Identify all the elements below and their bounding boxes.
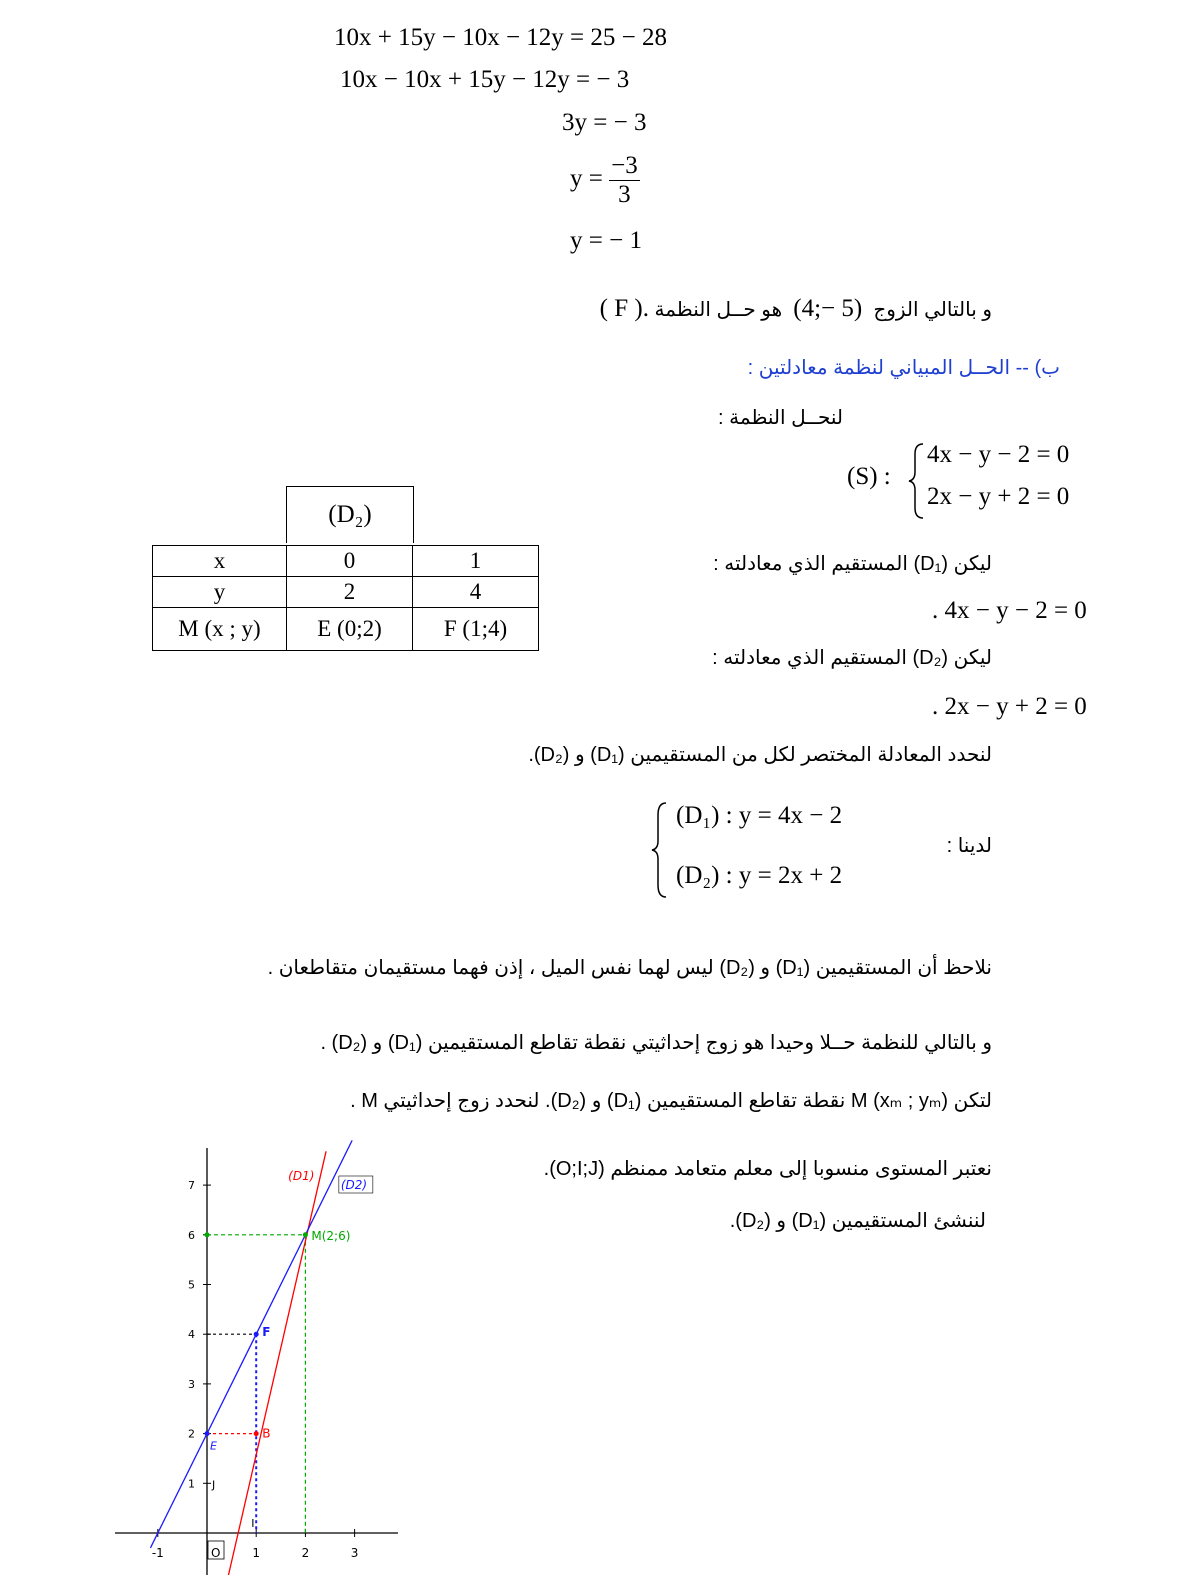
solve-intro: لنحــل النظمة : [718,407,843,429]
curly-brace-icon [907,442,927,520]
fraction-denominator: 3 [618,181,631,208]
system-S-label: (S) : [847,463,891,490]
coordinate-graph [100,1140,410,1575]
system-S-eq1: 4x − y − 2 = 0 [927,441,1070,468]
table-header-D2: (D₂) [286,486,414,543]
label-D2: (D2) [340,1178,368,1192]
x-tick-label: 2 [301,1546,310,1560]
y-tick-label: 5 [188,1278,195,1292]
eq-step-5: y = − 1 [570,227,642,254]
eq-step-4-lhs: y = [570,165,603,193]
we-have-label: لدينا : [946,835,992,857]
label-I: I [251,1517,255,1530]
table-cell: y [153,577,287,608]
eq-step-1: 10x + 15y − 10x − 12y = 25 − 28 [334,24,667,51]
solution-pair: (4;− 5) [793,295,863,322]
label-E: E [210,1439,217,1453]
unique-solution-text: و بالتالي للنظمة حــلا وحيدا هو زوج إحداثيتي نقطة تقاطع المستقيمين (D₁) و (D₂) . [320,1032,992,1054]
system-S-eq2: 2x − y + 2 = 0 [927,483,1070,510]
curly-brace-icon [650,801,670,901]
x-tick-label: 3 [350,1546,359,1560]
table-cell: 4 [413,577,539,608]
table-row [153,546,539,577]
table-cell: x [153,546,287,577]
label-F: F [262,1325,271,1340]
tick-point-6 [205,1232,210,1237]
reduced-d1: (D₁) : y = 4x − 2 [676,802,843,829]
y-tick-label: 3 [188,1377,195,1391]
table-row [153,577,539,608]
construct-text: لننشئ المستقيمين (D₁) و (D₂). [729,1210,986,1232]
reduced-intro: لنحدد المعادلة المختصر لكل من المستقيمين (D₁) و (D₂). [528,744,992,766]
d1-definition: ليكن (D₁) المستقيم الذي معادلته : [713,553,992,575]
y-tick-label: 2 [188,1427,195,1441]
system-name-F: ( F ). [599,295,649,322]
table-cell: E (0;2) [287,608,413,651]
y-tick-label: 6 [188,1228,195,1242]
table-cell: 2 [287,577,413,608]
plane-text: نعتبر المستوى منسوبا إلى معلم متعامد ممنظم (O;I;J). [543,1158,992,1180]
eq-step-3: 3y = − 3 [562,109,647,136]
point-M [303,1232,308,1237]
d2-definition: ليكن (D₂) المستقيم الذي معادلته : [712,647,992,669]
label-B: B [262,1426,271,1441]
y-tick-label: 7 [188,1179,195,1193]
origin-label: O [211,1546,221,1560]
line-D2 [150,1140,352,1548]
table-cell: F (1;4) [413,608,539,651]
table-cell: 1 [413,546,539,577]
values-table [152,545,539,651]
x-tick-label: -1 [151,1546,164,1560]
table-row [153,608,539,651]
d1-equation: . 4x − y − 2 = 0 [932,597,1087,624]
point-B [254,1431,259,1436]
d2-equation: . 2x − y + 2 = 0 [932,693,1087,720]
conclusion-F [600,295,992,323]
x-tick-label: 1 [252,1546,261,1560]
point-F [254,1332,259,1337]
fraction [609,152,640,209]
let-M-text: لتكن M (xₘ ; yₘ) نقطة تقاطع المستقيمين (D₁) و (D₂). لنحدد زوج إحداثيتي M . [350,1090,992,1112]
fraction-numerator: −3 [611,152,638,179]
slopes-note: نلاحظ أن المستقيمين (D₁) و (D₂) ليس لهما نفس الميل ، إذن فهما مستقيمان متقاطعان . [267,957,992,979]
reduced-d2: (D₂) : y = 2x + 2 [676,862,843,889]
label-J: J [212,1478,216,1492]
conclusion-text-2: هو حــل النظمة [654,299,783,321]
table-cell: 0 [287,546,413,577]
eq-step-4 [570,152,640,209]
section-b-title: ب) -- الحــل المبياني لنظمة معادلتين : [747,357,1060,379]
y-tick-label: 1 [188,1477,195,1491]
y-tick-label: 4 [188,1328,195,1342]
conclusion-text: و بالتالي الزوج [873,299,992,321]
point-E [205,1431,210,1436]
label-D1: (D1) [288,1169,315,1183]
eq-step-2: 10x − 10x + 15y − 12y = − 3 [340,66,630,93]
table-cell: M (x ; y) [153,608,287,651]
label-M: M(2;6) [311,1228,351,1243]
